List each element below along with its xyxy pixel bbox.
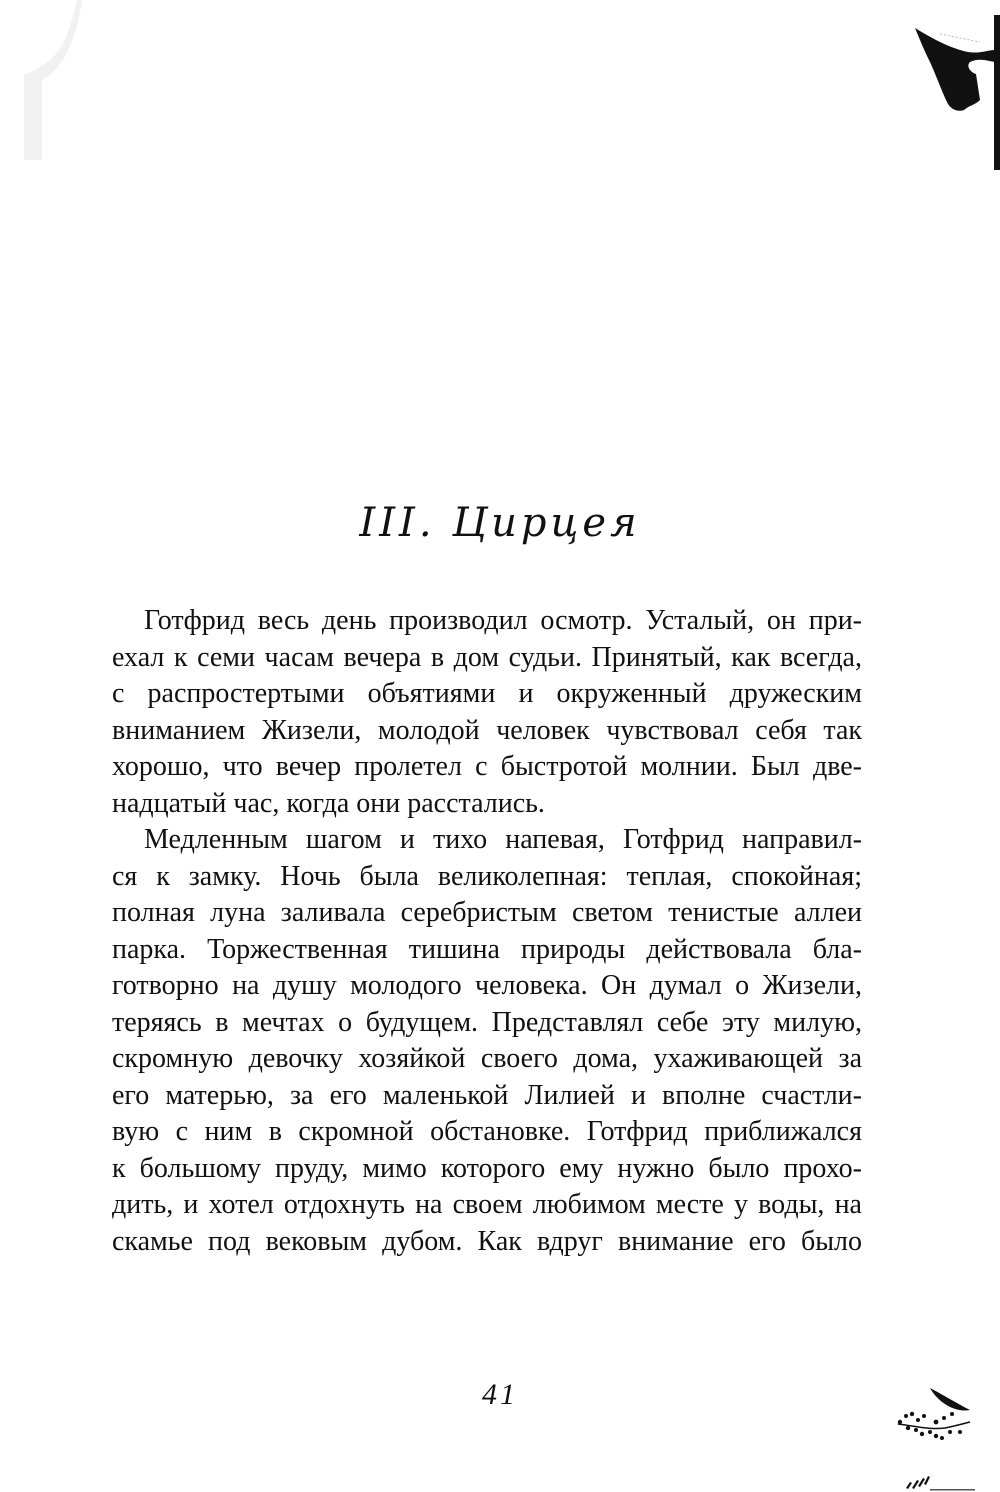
page-number: 41 <box>482 1378 518 1411</box>
text-line: Медленным шагом и тихо напевая, Готфрид направил- <box>144 824 862 855</box>
text-line: надцатый час, когда они расстались. <box>112 787 545 819</box>
chapter-title: III. Цирцея <box>359 500 641 546</box>
leaf-ornament-icon <box>880 0 1000 170</box>
chapter-body <box>112 603 862 1260</box>
text-line: его матерью, за его маленькой Лилией и вполне счастли- <box>112 1079 862 1111</box>
text-line: с распростертыми объятиями и окруженный дружеским <box>112 678 862 709</box>
text-line: вую с ним в скромной обстановке. Готфрид приближался <box>112 1116 862 1147</box>
text-line: скромную девочку хозяйкой своего дома, ухаживающей за <box>112 1043 862 1074</box>
text-line: ся к замку. Ночь была великолепная: теплая, спокойная; <box>112 860 862 892</box>
text-line: скамье под вековым дубом. Как вдруг внимание его было <box>112 1225 862 1257</box>
text-line: теряясь в мечтах о будущем. Представлял себе эту милую, <box>112 1006 862 1038</box>
page-edge-shadow <box>22 0 82 160</box>
text-line: полная луна заливала серебристым светом тенистые аллеи <box>112 897 862 928</box>
text-line: вниманием Жизели, молодой человек чувствовал себя так <box>112 714 862 746</box>
text-line: парка. Торжественная тишина природы действовала бла- <box>112 933 862 965</box>
text-line: ехал к семи часам вечера в дом судьи. Принятый, как всегда, <box>112 641 862 673</box>
paragraph-2 <box>112 822 862 1260</box>
text-line: хорошо, что вечер пролетел с быстротой молнии. Был две- <box>112 751 862 782</box>
text-line: к большому пруду, мимо которого ему нужно было прохо- <box>112 1152 862 1184</box>
text-line: дить, и хотел отдохнуть на своем любимом месте у воды, на <box>112 1189 862 1220</box>
text-line: Готфрид весь день производил осмотр. Усталый, он при- <box>144 605 862 636</box>
berry-sprig-icon <box>870 1382 980 1492</box>
text-line: готворно на душу молодого человека. Он думал о Жизели, <box>112 970 862 1001</box>
paragraph-1 <box>112 603 862 822</box>
